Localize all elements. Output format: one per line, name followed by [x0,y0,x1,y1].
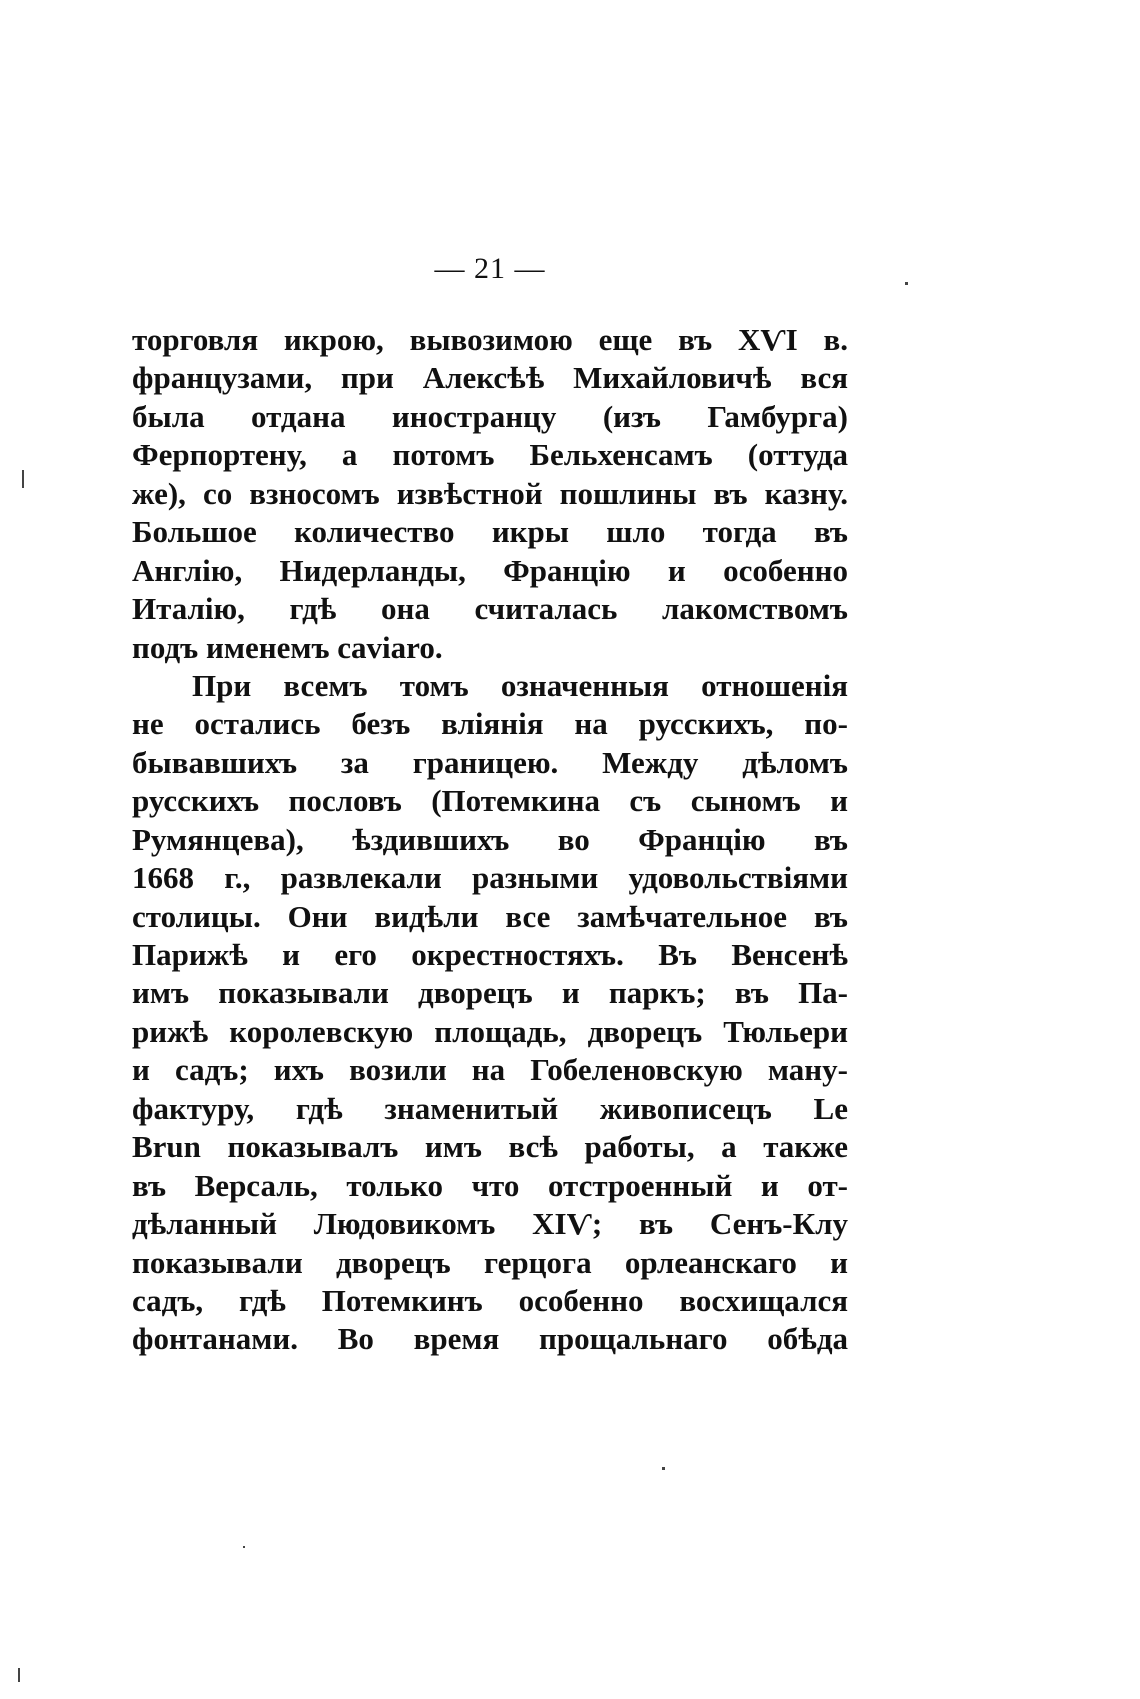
text-line: показывали дворецъ герцога орлеанскаго и [132,1244,848,1280]
text-line: 1668 г., развлекали разными удовольствіями [132,860,848,896]
body-text [132,321,848,1359]
text-line: не остались безъ вліянія на русскихъ, по- [132,706,848,742]
text-line: Италію, гдѣ она считалась лакомствомъ [132,591,848,627]
text-line: подъ именемъ caviaro. [132,629,443,665]
text-line: Румянцева), ѣздившихъ во Францію въ [132,821,848,857]
text-line: фонтанами. Во время прощальнаго обѣда [132,1321,848,1357]
text-line: фактуру, гдѣ знаменитый живописецъ Le [132,1090,848,1126]
scan-mark [243,1546,245,1548]
scan-mark [905,282,908,285]
text-line: имъ показывали дворецъ и паркъ; въ Па- [132,975,848,1011]
scan-mark [22,470,24,488]
text-line: При всемъ томъ означенныя отношенія [192,667,848,703]
text-line: была отдана иностранцу (изъ Гамбурга) [132,398,848,434]
scan-mark [18,1668,20,1682]
text-line: русскихъ пословъ (Потемкина съ сыномъ и [132,783,848,819]
text-line: Англію, Нидерланды, Францію и особенно [132,552,848,588]
text-line: торговля икрою, вывозимою еще въ XѴI в. [132,322,848,357]
text-line: въ Версаль, только что отстроенный и от- [132,1167,848,1203]
text-line: и садъ; ихъ возили на Гобеленовскую ману- [132,1052,848,1088]
text-line: дѣланный Людовикомъ XIѴ; въ Сенъ-Клу [132,1206,848,1242]
text-line: Brun показывалъ имъ всѣ работы, а также [132,1129,848,1165]
text-line: Большое количество икры шло тогда въ [132,514,848,550]
text-line: столицы. Они видѣли все замѣчательное въ [132,898,848,934]
text-line: же), со взносомъ извѣстной пошлины въ казну. [132,475,848,511]
text-line: Парижѣ и его окрестностяхъ. Въ Венсенѣ [132,937,848,972]
page-number: — 21 — [434,252,546,285]
text-line: садъ, гдѣ Потемкинъ особенно восхищался [132,1282,848,1318]
text-line: рижѣ королевскую площадь, дворецъ Тюльери [132,1013,848,1049]
text-line: бывавшихъ за границею. Между дѣломъ [132,744,848,780]
scan-mark [662,1467,665,1470]
text-line: Ферпортену, а потомъ Бельхенсамъ (оттуда [132,437,848,473]
text-line: французами, при Алексѣѣ Михайловичѣ вся [132,360,848,396]
